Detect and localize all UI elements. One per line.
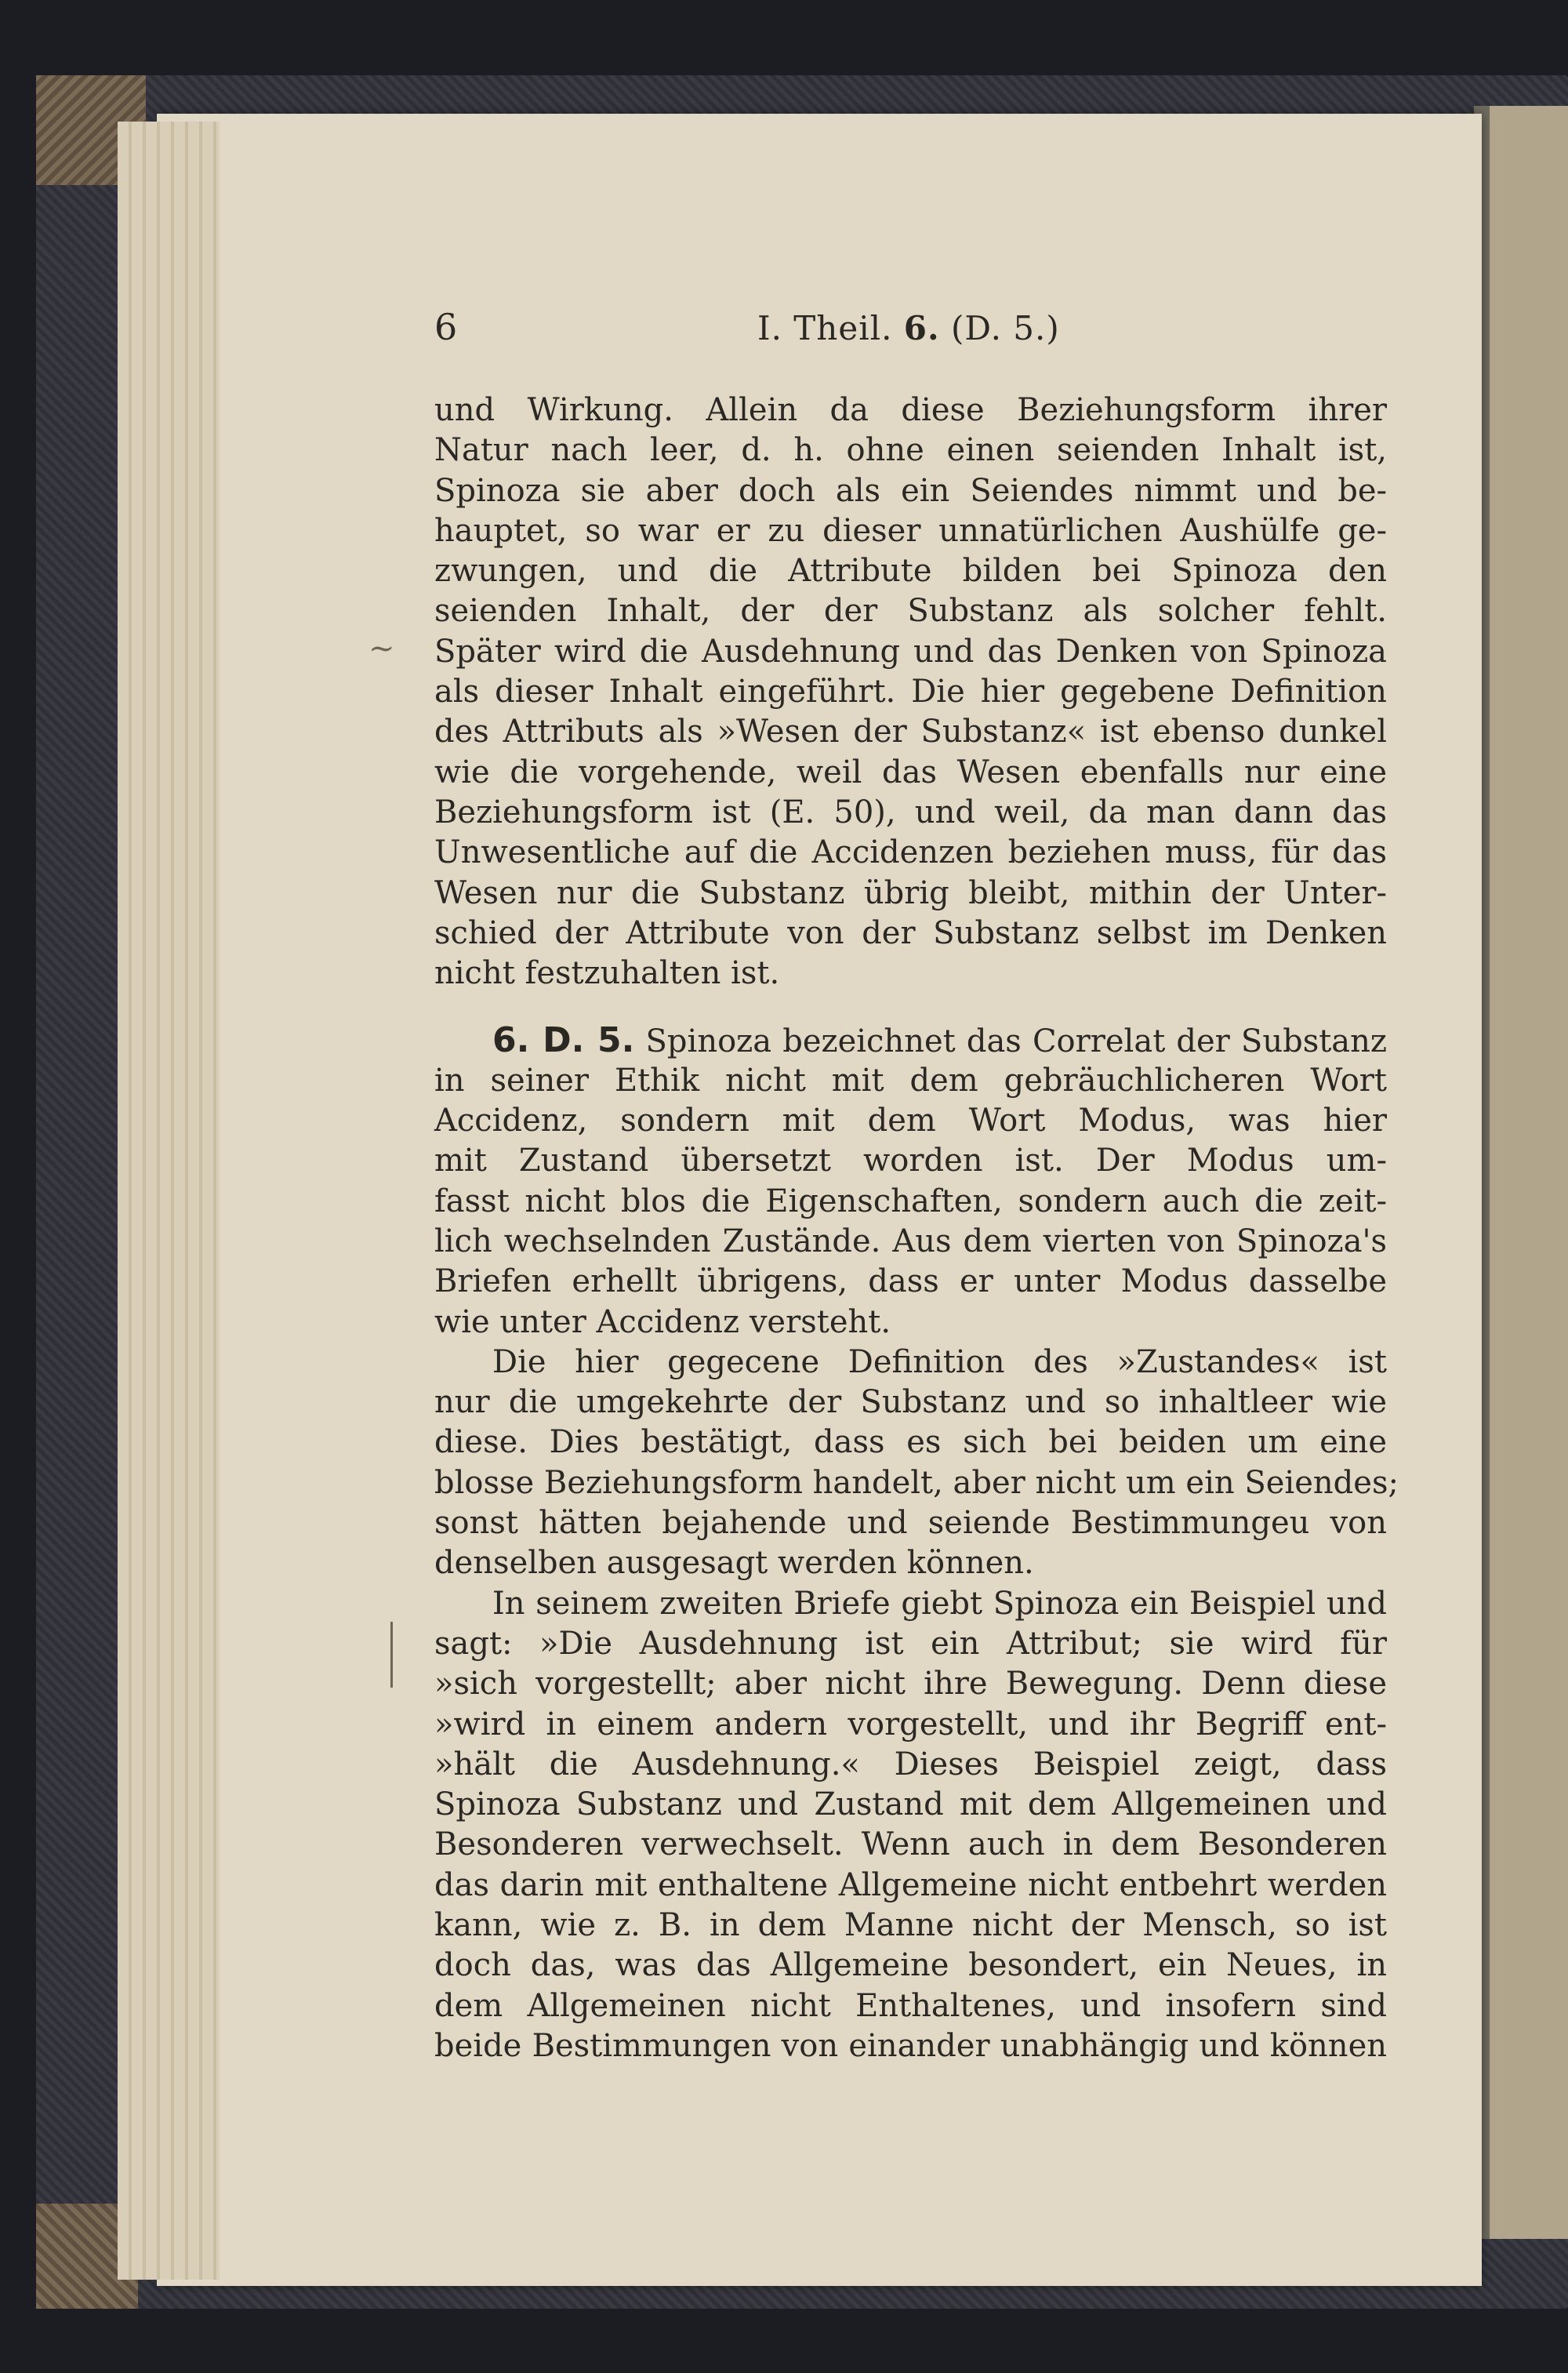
section-label: 6. D. 5. [492, 1020, 635, 1061]
text-line: schied der Attribute von der Substanz selbst im Denken [434, 914, 1387, 951]
text-line: diese. Dies bestätigt, dass es sich bei beiden um eine [434, 1424, 1387, 1461]
running-head [757, 309, 1060, 347]
text-line: sagt: »Die Ausdehnung ist ein Attribut; sie wird für [434, 1625, 1387, 1662]
text-line: zwungen, und die Attribute bilden bei Spinoza den [434, 553, 1387, 590]
margin-annotation-tilde: ~ [368, 630, 395, 667]
page-gutter [118, 122, 220, 2280]
text-line: als dieser Inhalt eingeführt. Die hier gegebene Definition [434, 674, 1387, 710]
text-line: Natur nach leer, d. h. ohne einen seienden Inhalt ist, [434, 432, 1387, 469]
section-text: Spinoza bezeichnet das Correlat der Substanz [645, 1023, 1387, 1060]
text-line: »hält die Ausdehnung.« Dieses Beispiel zeigt, dass [434, 1746, 1387, 1782]
text-line: Die hier gegecene Definition des »Zustandes« ist [492, 1343, 1387, 1380]
text-line: nicht festzuhalten ist. [434, 955, 780, 992]
adjacent-page-edge [1474, 106, 1568, 2239]
paragraph-1 [434, 391, 1387, 994]
text-line: denselben ausgesagt werden können. [434, 1545, 1034, 1582]
paragraph-4 [434, 1584, 1387, 2067]
text-line: seienden Inhalt, der der Substanz als solcher fehlt. [434, 593, 1387, 630]
text-line: Spinoza Substanz und Zustand mit dem Allgemeinen und [434, 1786, 1387, 1823]
text-line: Spinoza sie aber doch als ein Seiendes nimmt und be- [434, 472, 1387, 509]
text-line: Unwesentliche auf die Accidenzen beziehen muss, für das [434, 834, 1387, 871]
text-line: Später wird die Ausdehnung und das Denken von Spinoza [434, 633, 1387, 670]
text-line: beide Bestimmungen von einander unabhängig und können [434, 2027, 1387, 2064]
text-line: doch das, was das Allgemeine besondert, ein Neues, in [434, 1947, 1387, 1984]
running-head-ref: (D. 5.) [951, 309, 1060, 347]
text-line: hauptet, so war er zu dieser unnatürlichen Aushülfe ge- [434, 512, 1387, 549]
paragraph-3 [434, 1343, 1399, 1584]
body-text [434, 391, 1399, 2066]
text-line: das darin mit enthaltene Allgemeine nicht entbehrt werden [434, 1866, 1387, 1903]
margin-annotation-bar [390, 1622, 393, 1688]
text-line: mit Zustand übersetzt worden ist. Der Modus um- [434, 1143, 1387, 1179]
text-line: blosse Beziehungsform handelt, aber nicht um ein Seiendes; [434, 1464, 1399, 1501]
page-header [434, 306, 1387, 350]
text-line: »sich vorgestellt; aber nicht ihre Bewegung. Denn diese [434, 1666, 1387, 1703]
running-head-section: 6. [903, 309, 940, 347]
text-line: fasst nicht blos die Eigenschaften, sondern auch die zeit- [434, 1183, 1387, 1219]
text-line: Accidenz, sondern mit dem Wort Modus, was hier [434, 1103, 1387, 1139]
section-first-line [434, 1020, 1387, 1060]
text-line: kann, wie z. B. in dem Manne nicht der Mensch, so ist [434, 1906, 1387, 1943]
page-number: 6 [434, 306, 458, 348]
text-line: »wird in einem andern vorgestellt, und ihr Begriff ent- [434, 1706, 1387, 1743]
text-line: und Wirkung. Allein da diese Beziehungsform ihrer [434, 392, 1387, 428]
text-line: des Attributs als »Wesen der Substanz« ist ebenso dunkel [434, 714, 1387, 750]
text-line: wie die vorgehende, weil das Wesen ebenfalls nur eine [434, 754, 1387, 790]
text-line: Briefen erhellt übrigens, dass er unter Modus dasselbe [434, 1263, 1387, 1300]
text-line: dem Allgemeinen nicht Enthaltenes, und insofern sind [434, 1987, 1387, 2024]
running-head-part: I. Theil. [757, 309, 893, 347]
text-line: in seiner Ethik nicht mit dem gebräuchlicheren Wort [434, 1062, 1387, 1099]
text-line: Wesen nur die Substanz übrig bleibt, mithin der Unter- [434, 874, 1387, 911]
paragraph-gap [434, 994, 1387, 1020]
text-line: lich wechselnden Zustände. Aus dem vierten von Spinoza's [434, 1223, 1387, 1259]
text-line: wie unter Accidenz versteht. [434, 1303, 891, 1340]
text-line: sonst hätten bejahende und seiende Bestimmungeu von [434, 1505, 1387, 1542]
text-line: In seinem zweiten Briefe giebt Spinoza ein Beispiel und [492, 1585, 1387, 1622]
text-line: Beziehungsform ist (E. 50), und weil, da man dann das [434, 794, 1387, 830]
text-line: nur die umgekehrte der Substanz und so inhaltleer wie [434, 1384, 1387, 1421]
text-line: Besonderen verwechselt. Wenn auch in dem Besonderen [434, 1826, 1387, 1863]
section-6-d5 [434, 1020, 1387, 1342]
